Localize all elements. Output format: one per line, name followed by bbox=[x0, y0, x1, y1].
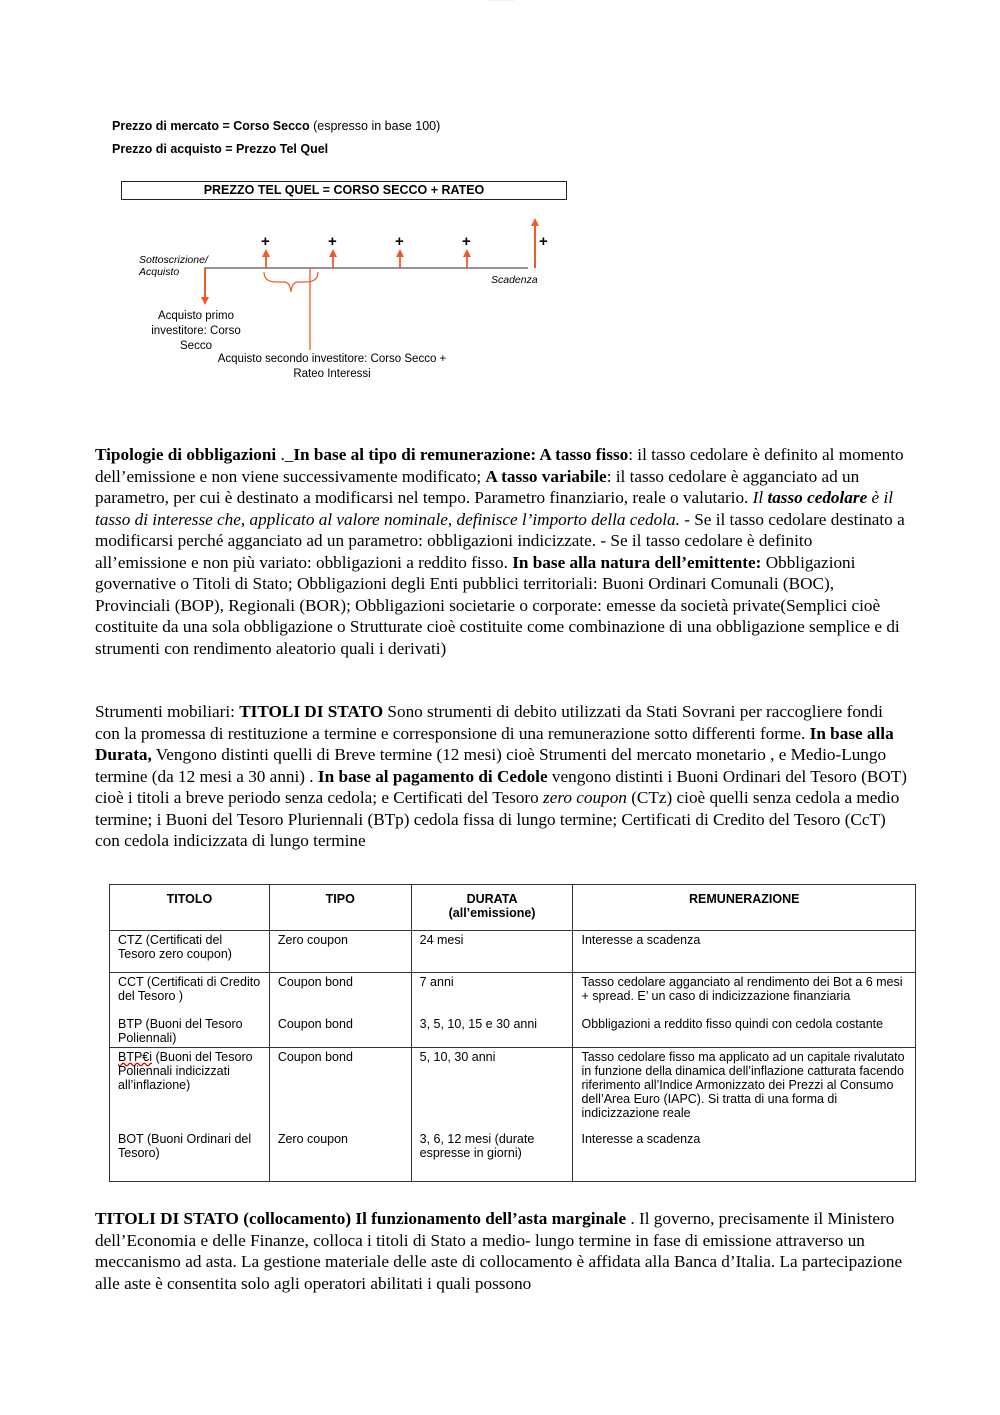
maturity-label: Scadenza bbox=[491, 274, 538, 286]
coupon-rate-term: tasso cedolare bbox=[767, 488, 868, 507]
btp-title: BTP (Buoni del Tesoro Poliennali) bbox=[110, 1015, 270, 1048]
plus-2: + bbox=[328, 233, 337, 250]
cct-remuneration: Tasso cedolare agganciato al rendimento dei Bot a 6 mesi + spread. E’ un caso di indicizzazione finanziaria bbox=[573, 973, 916, 1015]
issuer-heading: In base alla natura dell’emittente: bbox=[512, 552, 762, 572]
btpi-remuneration: Tasso cedolare fisso ma applicato ad un capitale rivalutato in funzione della dinamica dell’inflazione catturata facendo riferimento all’Indice Armonizzato dei Prezzi al Consumo dell’Area Euro (IAPC). Si tratta di una forma di indicizzazione reale bbox=[573, 1047, 916, 1130]
variable-rate-heading: A tasso variabile bbox=[485, 466, 607, 486]
zero-coupon-term: zero coupon bbox=[543, 788, 627, 807]
header-durata bbox=[411, 885, 573, 931]
p1-text-3: - Se il tasso cedolare destinato a modificarsi perché agganciato ad un parametro: obbligazioni indicizzate. - Se il tasso cedolare è definito all’emissione e non più variato: obbligazioni a reddito fisso. bbox=[95, 509, 905, 572]
plus-1: + bbox=[261, 233, 270, 250]
btpi-type: Coupon bond bbox=[269, 1047, 411, 1130]
p3-text: . Il governo, precisamente il Ministero dell’Economia e delle Finanze, colloca i titoli di Stato a medio- lungo termine in fase di emissione attraverso un meccanismo ad asta. La gestione materiale delle aste di collocamento è affidata alla Banca d’Italia. La partecipazione alle aste è consentita solo agli operatori abilitati i quali possono bbox=[95, 1209, 903, 1293]
government-bonds-table bbox=[109, 884, 916, 1182]
btp-remuneration: Obbligazioni a reddito fisso quindi con cedola costante bbox=[573, 1015, 916, 1048]
bot-type: Zero coupon bbox=[269, 1130, 411, 1182]
table-row bbox=[110, 1015, 916, 1048]
gov-bonds-heading: TITOLI DI STATO bbox=[239, 702, 384, 721]
formula-box: PREZZO TEL QUEL = CORSO SECCO + RATEO bbox=[121, 181, 567, 200]
header-tipo: TIPO bbox=[269, 885, 411, 931]
purchase-price-line: Prezzo di acquisto = Prezzo Tel Quel bbox=[112, 142, 329, 156]
plus-3: + bbox=[395, 233, 404, 250]
market-price-definition: Prezzo di mercato = Corso Secco bbox=[112, 119, 310, 133]
cct-type: Coupon bond bbox=[269, 973, 411, 1015]
p2-text-1: Sono strumenti di debito utilizzati da Stati Sovrani per raccogliere fondi con la promessa di restituzione a termine e corresponsione di una remunerazione sotto differenti forme. bbox=[95, 702, 883, 743]
bond-types-paragraph bbox=[95, 444, 907, 659]
p1-italic-1: Il bbox=[752, 488, 768, 507]
second-buyer-label: Acquisto secondo investitore: Corso Secco + Rateo Interessi bbox=[217, 353, 447, 380]
p2-lead: Strumenti mobiliari: bbox=[95, 702, 240, 721]
btpi-title-text: (Buoni del Tesoro Poliennali indicizzati all’inflazione) bbox=[118, 1049, 253, 1092]
ctz-type: Zero coupon bbox=[269, 931, 411, 973]
auction-paragraph bbox=[95, 1208, 907, 1294]
coupon-payment-heading: In base al pagamento di Cedole bbox=[317, 766, 548, 786]
btpi-title bbox=[110, 1047, 270, 1130]
table-header-row bbox=[110, 885, 916, 931]
table-row bbox=[110, 931, 916, 973]
header-durata-sub: (all’emissione) bbox=[448, 906, 536, 920]
bot-duration: 3, 6, 12 mesi (durate espresse in giorni) bbox=[411, 1130, 573, 1182]
header-titolo: TITOLO bbox=[110, 885, 270, 931]
p1-sep: ._ bbox=[276, 445, 294, 464]
btpi-duration: 5, 10, 30 anni bbox=[411, 1047, 573, 1130]
p2-text-2: Vengono distinti quelli di Breve termine (12 mesi) cioè Strumenti del mercato monetario , e Medio-Lungo termine (da 12 mesi a 30 anni) . bbox=[95, 745, 887, 786]
bond-types-title: Tipologie di obbligazioni bbox=[95, 445, 277, 464]
fixed-rate-heading: In base al tipo di remunerazione: A tasso fisso bbox=[293, 445, 629, 464]
market-price-note: (espresso in base 100) bbox=[309, 119, 441, 133]
p2-text-3: vengono distinti i Buoni Ordinari del Tesoro (BOT) cioè i titoli a breve periodo senza cedola; e Certificati del Tesoro bbox=[95, 766, 907, 807]
duration-heading: In base alla Durata, bbox=[95, 723, 894, 764]
bot-remuneration: Interesse a scadenza bbox=[573, 1130, 916, 1182]
btp-duration: 3, 5, 10, 15 e 30 anni bbox=[411, 1015, 573, 1048]
government-bonds-paragraph bbox=[95, 701, 907, 852]
p2-text-4: (CTz) cioè quelli senza cedola a medio termine; i Buoni del Tesoro Pluriennali (BTp) cedola fissa di lungo termine; Certificati di Credito del Tesoro (CcT) con cedola indicizzata di lungo termine bbox=[95, 788, 900, 850]
header-remunerazione: REMUNERAZIONE bbox=[573, 885, 916, 931]
cct-title: CCT (Certificati di Credito del Tesoro ) bbox=[110, 973, 270, 1015]
p1-text-4: Obbligazioni governative o Titoli di Stato; Obbligazioni degli Enti pubblici territoriali: Buoni Ordinari Comunali (BOC), Provinciali (BOP), Regionali (BOR); Obbligazioni societarie o corporate: emesse da società private(Semplici cioè costituite da una sola obbligazione o Strutturate cioè costituite come combinazione di una obbligazione semplice e di strumenti con rendimento aleatorio quali i derivati) bbox=[95, 552, 900, 658]
header-durata-main: DURATA bbox=[466, 892, 518, 906]
ctz-title: CTZ (Certificati del Tesoro zero coupon) bbox=[110, 931, 270, 973]
ctz-duration: 24 mesi bbox=[411, 931, 573, 973]
bot-title: BOT (Buoni Ordinari del Tesoro) bbox=[110, 1130, 270, 1182]
btpi-code: BTP€i bbox=[118, 1049, 153, 1064]
btp-type: Coupon bond bbox=[269, 1015, 411, 1048]
coupon-rate-definition: è il tasso di interesse che, applicato al valore nominale, definisce l’importo della cedola. bbox=[95, 488, 893, 529]
plus-4: + bbox=[462, 233, 471, 250]
first-buyer-label: Acquisto primo investitore: Corso Secco bbox=[151, 310, 241, 352]
table-row bbox=[110, 1130, 916, 1182]
auction-heading: TITOLI DI STATO (collocamento) Il funzionamento dell’asta marginale bbox=[95, 1209, 627, 1228]
plus-5: + bbox=[539, 233, 548, 250]
table-row bbox=[110, 1047, 916, 1130]
p1-text-2: : il tasso cedolare è agganciato ad un parametro, per cui è destinato a modificarsi nel tempo. Parametro finanziario, reale o valutario. bbox=[95, 466, 860, 507]
p1-text-1: : il tasso cedolare è definito al momento dell’emissione e non viene successivamente modificato; bbox=[95, 445, 904, 486]
table-row bbox=[110, 973, 916, 1015]
cct-duration: 7 anni bbox=[411, 973, 573, 1015]
ctz-remuneration: Interesse a scadenza bbox=[573, 931, 916, 973]
subscription-label: Sottoscrizione/ Acquisto bbox=[139, 254, 208, 278]
